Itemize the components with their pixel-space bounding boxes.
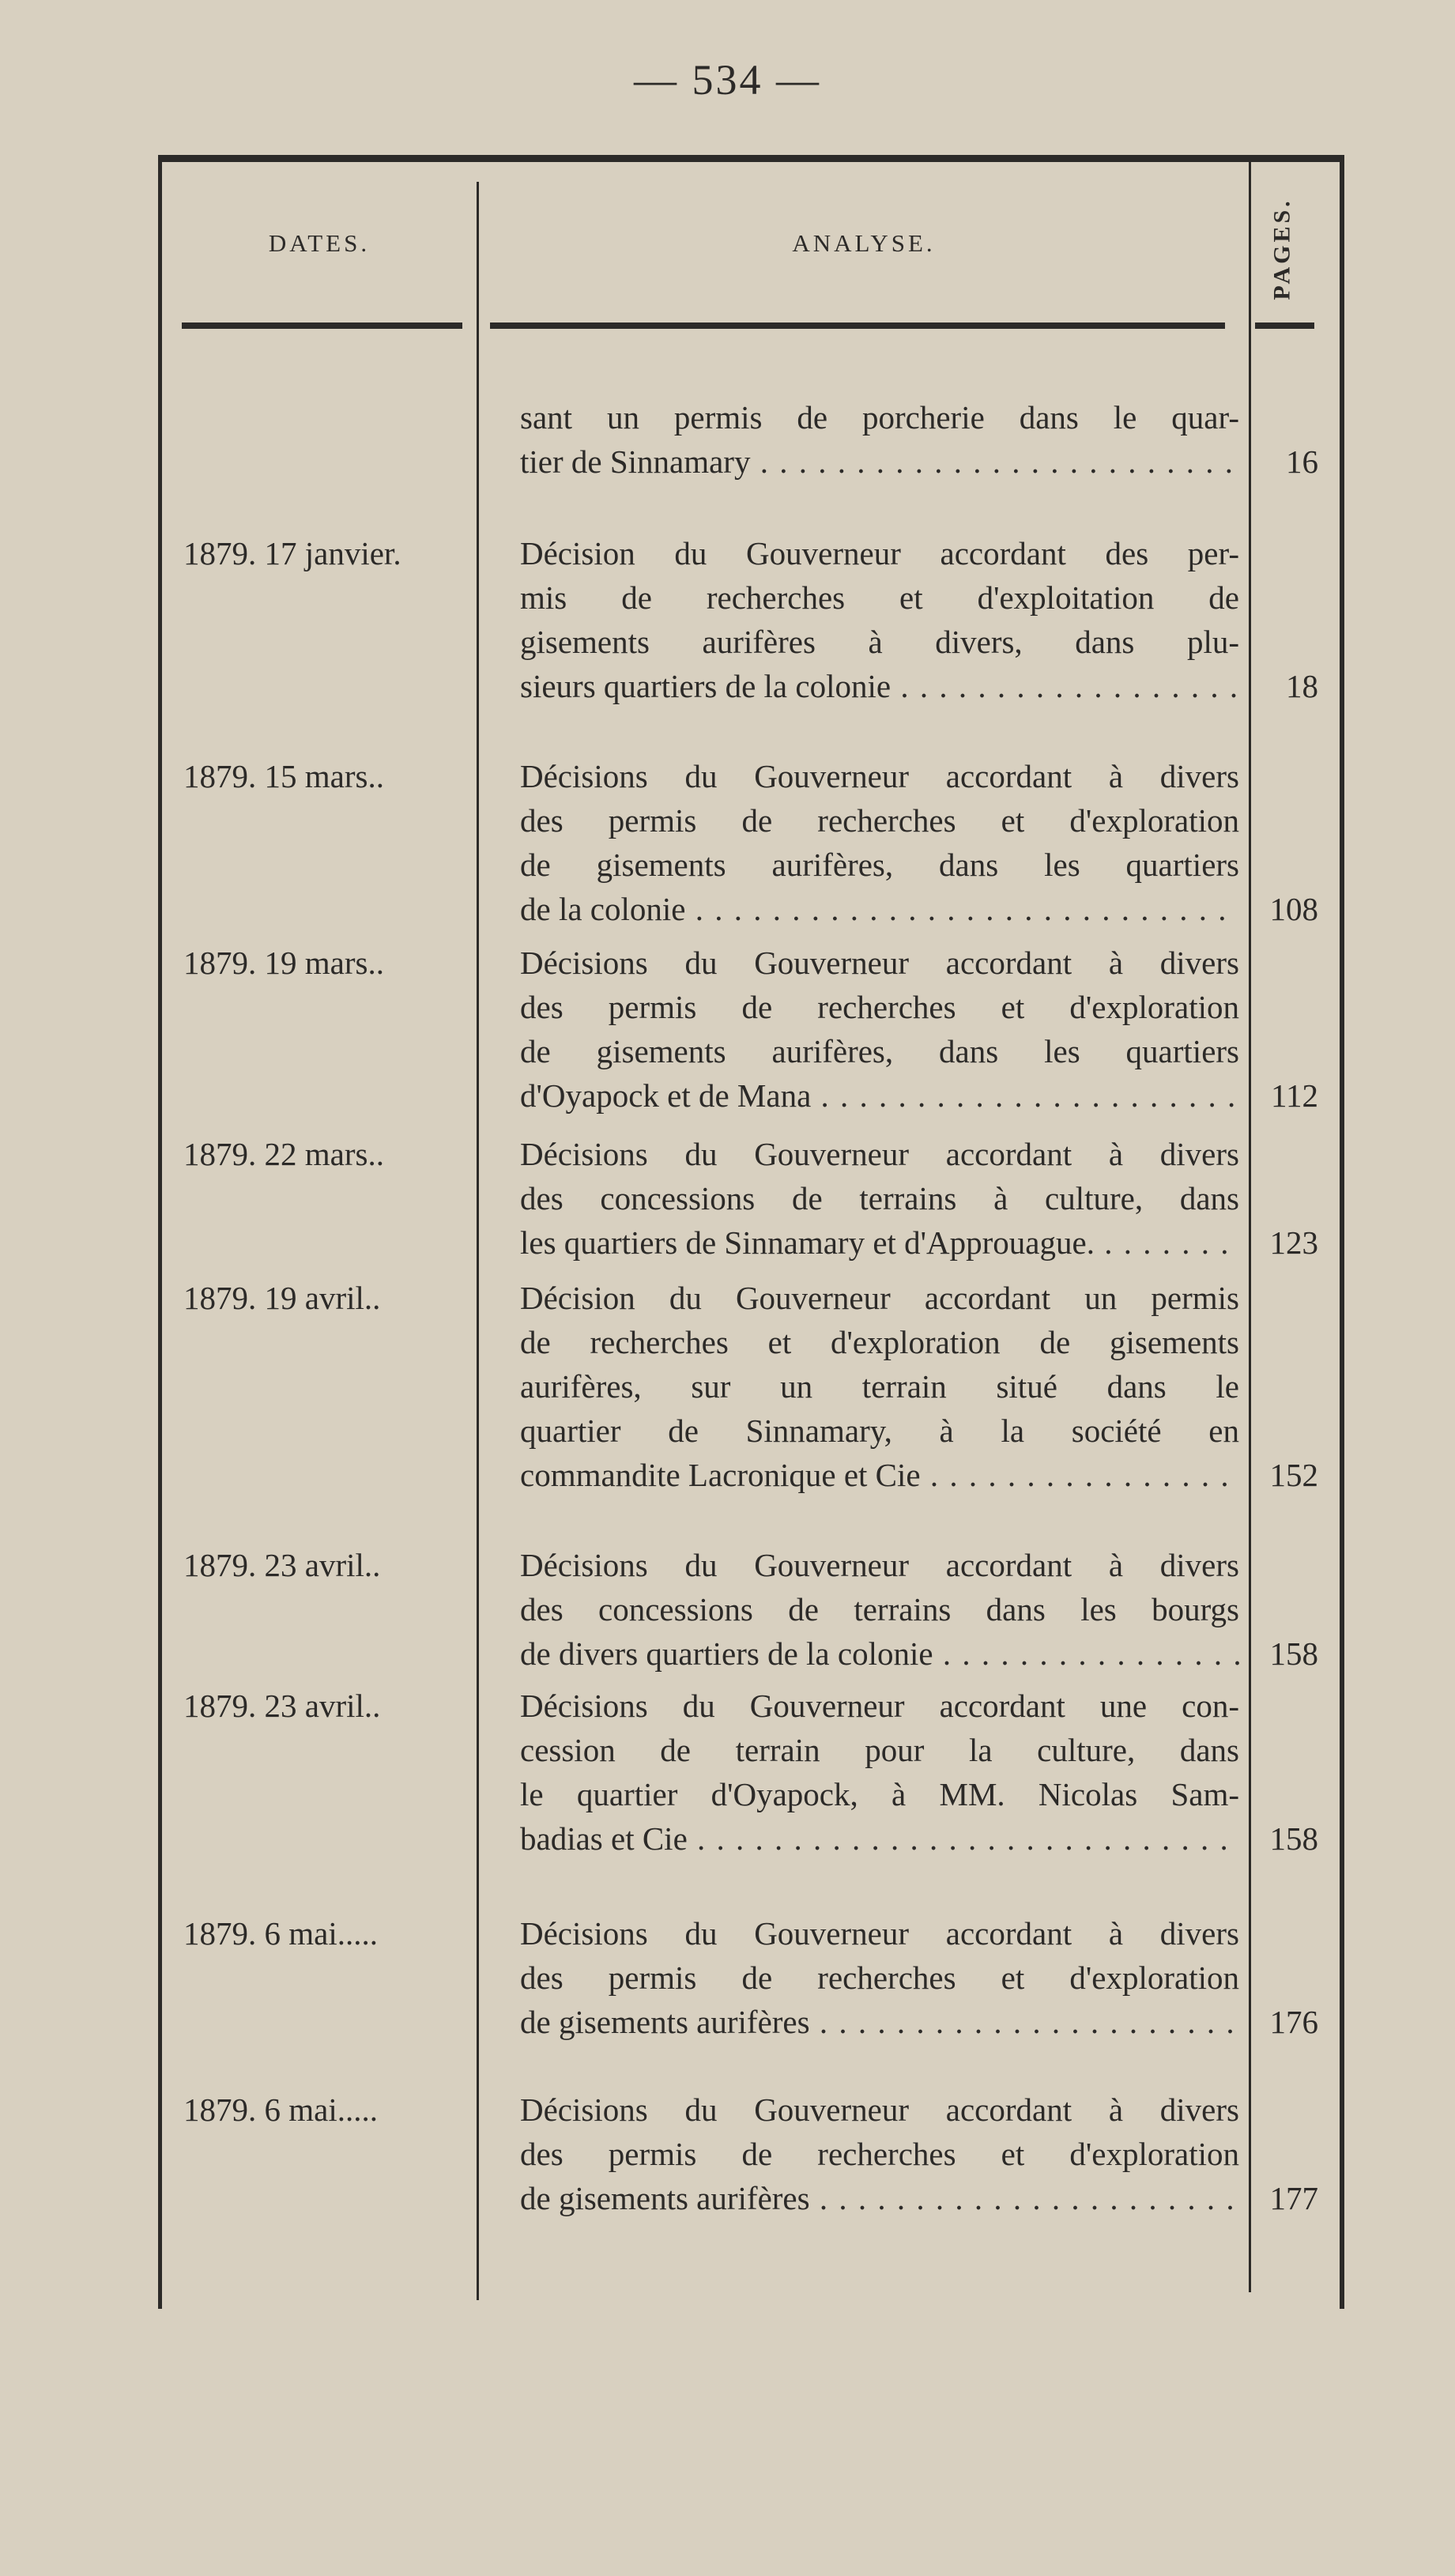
entry-page: 176 bbox=[1269, 2004, 1318, 2040]
entry-date: 1879. 6 mai..... bbox=[183, 1915, 378, 1952]
analyse-line: des permis de recherches et d'exploration bbox=[520, 989, 1239, 1025]
entry-page: 158 bbox=[1269, 1820, 1318, 1857]
analyse-line: de recherches et d'exploration de gisements bbox=[520, 1324, 1239, 1360]
entry-page: 152 bbox=[1269, 1457, 1318, 1493]
entry-analyse bbox=[520, 1684, 1239, 1861]
analyse-line: de la colonie . . . bbox=[520, 887, 1239, 931]
entry-analyse bbox=[520, 941, 1239, 1118]
header-pages-cell bbox=[1251, 190, 1314, 308]
analyse-line: des concessions de terrains dans les bourgs bbox=[520, 1591, 1239, 1627]
entry-page: 123 bbox=[1269, 1224, 1318, 1261]
analyse-line: sant un permis de porcherie dans le quar- bbox=[520, 399, 1239, 436]
entry-date: 1879. 6 mai..... bbox=[183, 2091, 378, 2128]
analyse-line: de gisements aurifères, dans les quartiers bbox=[520, 847, 1239, 883]
entry-analyse bbox=[520, 395, 1239, 484]
analyse-line: aurifères, sur un terrain situé dans le bbox=[520, 1368, 1239, 1405]
analyse-line: cession de terrain pour la culture, dans bbox=[520, 1732, 1239, 1768]
header-separator-dates bbox=[182, 322, 462, 329]
analyse-line: les quartiers de Sinnamary et d'Approuague. . . . bbox=[520, 1220, 1239, 1265]
analyse-line: de gisements aurifères . . . bbox=[520, 2000, 1239, 2044]
entry-date: 1879. 15 mars.. bbox=[183, 758, 384, 794]
analyse-line: des permis de recherches et d'exploration bbox=[520, 802, 1239, 839]
analyse-line: quartier de Sinnamary, à la société en bbox=[520, 1412, 1239, 1449]
table-top-rule bbox=[158, 155, 1342, 162]
entry-analyse bbox=[520, 1911, 1239, 2044]
entry-date: 1879. 23 avril.. bbox=[183, 1688, 381, 1724]
column-divider-dates bbox=[477, 182, 479, 2300]
analyse-line: de gisements aurifères, dans les quartiers bbox=[520, 1033, 1239, 1069]
entry-date: 1879. 22 mars.. bbox=[183, 1136, 384, 1172]
analyse-line: Décisions du Gouverneur accordant une con- bbox=[520, 1688, 1239, 1724]
analyse-line: mis de recherches et d'exploitation de bbox=[520, 579, 1239, 616]
analyse-line: Décisions du Gouverneur accordant à divers bbox=[520, 758, 1239, 794]
analyse-line: des concessions de terrains à culture, dans bbox=[520, 1180, 1239, 1216]
analyse-line: Décision du Gouverneur accordant des per- bbox=[520, 535, 1239, 571]
analyse-line: Décisions du Gouverneur accordant à divers bbox=[520, 2091, 1239, 2128]
analyse-line: d'Oyapock et de Mana . . . bbox=[520, 1073, 1239, 1118]
analyse-line: des permis de recherches et d'exploration bbox=[520, 2136, 1239, 2172]
analyse-line: tier de Sinnamary . . . bbox=[520, 439, 1239, 484]
column-divider-pages bbox=[1249, 158, 1251, 2292]
analyse-line: des permis de recherches et d'exploration bbox=[520, 1959, 1239, 1996]
page-number: — 534 — bbox=[634, 56, 821, 104]
entry-date: 1879. 17 janvier. bbox=[183, 535, 401, 571]
entry-analyse bbox=[520, 1543, 1239, 1676]
header-analyse: ANALYSE. bbox=[792, 229, 936, 257]
analyse-line: commandite Lacronique et Cie . . . bbox=[520, 1453, 1239, 1497]
entry-page: 112 bbox=[1271, 1077, 1318, 1114]
table-right-border bbox=[1340, 155, 1344, 2309]
entry-page: 177 bbox=[1269, 2180, 1318, 2216]
entry-page: 158 bbox=[1269, 1635, 1318, 1672]
analyse-line: gisements aurifères à divers, dans plu- bbox=[520, 624, 1239, 660]
header-separator-pages bbox=[1255, 322, 1314, 329]
analyse-line: badias et Cie . . . bbox=[520, 1816, 1239, 1861]
header-pages: PAGES. bbox=[1269, 198, 1296, 300]
entry-analyse bbox=[520, 1132, 1239, 1265]
entry-analyse bbox=[520, 1276, 1239, 1497]
table-left-border bbox=[158, 155, 162, 2309]
header-separator-analyse bbox=[490, 322, 1225, 329]
entry-analyse bbox=[520, 531, 1239, 708]
analyse-line: Décisions du Gouverneur accordant à divers bbox=[520, 1915, 1239, 1952]
analyse-line: de gisements aurifères . . . bbox=[520, 2176, 1239, 2220]
analyse-line: Décisions du Gouverneur accordant à divers bbox=[520, 1136, 1239, 1172]
analyse-line: sieurs quartiers de la colonie . . . bbox=[520, 664, 1239, 708]
entry-analyse bbox=[520, 754, 1239, 931]
entry-page: 16 bbox=[1286, 443, 1318, 480]
entry-page: 108 bbox=[1269, 891, 1318, 927]
entry-analyse bbox=[520, 2088, 1239, 2220]
analyse-line: de divers quartiers de la colonie . . . bbox=[520, 1631, 1239, 1676]
analyse-line: le quartier d'Oyapock, à MM. Nicolas Sam- bbox=[520, 1776, 1239, 1812]
entry-page: 18 bbox=[1286, 668, 1318, 704]
analyse-line: Décisions du Gouverneur accordant à divers bbox=[520, 1547, 1239, 1583]
analyse-line: Décision du Gouverneur accordant un permis bbox=[520, 1280, 1239, 1316]
header-dates: DATES. bbox=[268, 229, 371, 257]
analyse-line: Décisions du Gouverneur accordant à divers bbox=[520, 945, 1239, 981]
entry-date: 1879. 19 mars.. bbox=[183, 945, 384, 981]
entry-date: 1879. 19 avril.. bbox=[183, 1280, 381, 1316]
entry-date: 1879. 23 avril.. bbox=[183, 1547, 381, 1583]
